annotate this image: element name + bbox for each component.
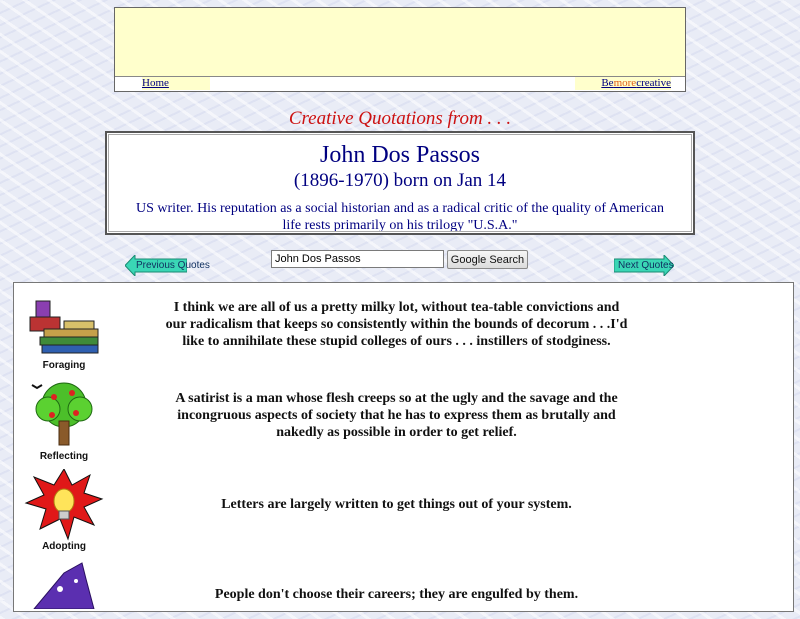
banner-nav-bar xyxy=(115,76,685,91)
foraging-link[interactable] xyxy=(24,297,104,369)
bmc-more: more xyxy=(613,77,637,89)
reflecting-link[interactable] xyxy=(24,379,104,463)
next-quotes-label: Next Quotes xyxy=(618,260,674,271)
author-name: John Dos Passos xyxy=(319,142,481,168)
home-cell xyxy=(142,77,210,90)
bmc-be: Be xyxy=(601,77,614,89)
foraging-label: Foraging xyxy=(42,360,86,371)
reflecting-label: Reflecting xyxy=(39,451,89,462)
previous-quotes-button[interactable] xyxy=(125,255,210,276)
tree-icon xyxy=(24,379,104,451)
books-icon xyxy=(24,297,104,359)
quotes-panel xyxy=(13,282,794,612)
quote-text: Letters are largely written to get things out of your system. xyxy=(221,497,572,512)
lightbulb-burst-icon xyxy=(24,469,104,541)
author-box xyxy=(105,131,695,235)
author-dates: (1896-1970) born on Jan 14 xyxy=(293,170,507,191)
adopting-label: Adopting xyxy=(42,541,86,552)
quote-text: I think we are all of us a pretty milky lot, without tea-table convictions and our radicalism that keeps so consistently within the bounds of decorum . . .I'd like to annihilate these stupid colleges of ours . . . instillers of stodginess. xyxy=(165,300,628,349)
home-link[interactable]: Home xyxy=(142,77,169,89)
banner-ad-area xyxy=(114,7,686,92)
bemorecreative-cell xyxy=(575,77,671,90)
wizard-hat-icon xyxy=(24,559,104,609)
adopting-link[interactable] xyxy=(24,469,104,553)
bemorecreative-link[interactable] xyxy=(601,77,671,89)
page-heading: Creative Quotations from . . . xyxy=(288,108,512,129)
google-search-button[interactable]: Google Search xyxy=(447,250,528,269)
bmc-creative: creative xyxy=(636,77,671,89)
next-quotes-button[interactable] xyxy=(614,255,674,276)
author-description: US writer. His reputation as a social historian and as a radical critic of the quality of American life rests primarily on his trilogy "U.S.A." xyxy=(136,201,664,233)
previous-quotes-label: Previous Quotes xyxy=(136,260,210,271)
search-input[interactable] xyxy=(271,250,444,268)
quote-text: People don't choose their careers; they are engulfed by them. xyxy=(214,587,579,602)
wizard-link[interactable] xyxy=(24,559,104,619)
quote-text: A satirist is a man whose flesh creeps so at the ugly and the savage and the incongruous aspects of society that he has to express them as brutally and nakedly as possible in order to get relief. xyxy=(175,391,618,440)
